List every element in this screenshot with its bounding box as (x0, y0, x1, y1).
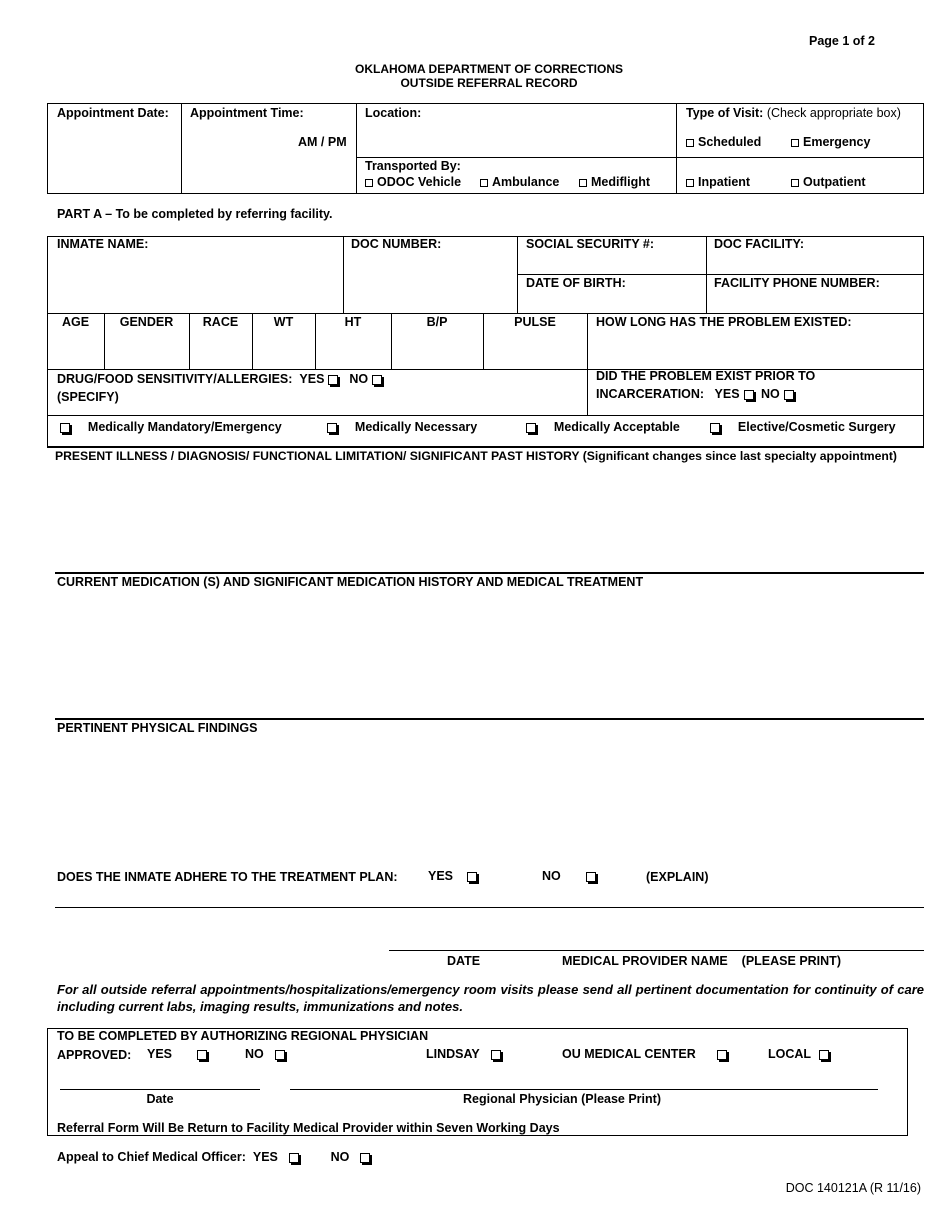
ou-medical-center-option[interactable]: OU MEDICAL CENTER (562, 1047, 731, 1061)
approved-yes-option[interactable]: YES (147, 1047, 211, 1061)
prior-incarceration-row (596, 387, 798, 401)
ambulance-option[interactable]: Ambulance (480, 175, 559, 189)
appointment-date-label: Appointment Date: (57, 106, 169, 120)
prior-no-label: NO (761, 387, 780, 401)
transported-by-label: Transported By: (365, 159, 461, 173)
gender-label: GENDER (119, 315, 174, 329)
allergies-no-checkbox[interactable] (372, 375, 382, 385)
regional-title: TO BE COMPLETED BY AUTHORIZING REGIONAL PHYSICIAN (57, 1029, 429, 1043)
regional-physician-box (47, 1028, 908, 1136)
checkbox-icon[interactable] (480, 179, 488, 187)
allergies-no-label: NO (349, 372, 369, 386)
prior-incarceration-label: INCARCERATION: (596, 387, 705, 401)
am-pm-label: AM / PM (298, 135, 347, 149)
title-line-2: OUTSIDE REFERRAL RECORD (400, 76, 578, 90)
ssn-label: SOCIAL SECURITY #: (526, 237, 655, 251)
checkbox-icon[interactable] (526, 423, 536, 433)
checkbox-icon[interactable] (717, 1050, 727, 1060)
dob-label: DATE OF BIRTH: (526, 276, 626, 290)
title-line-1: OKLAHOMA DEPARTMENT OF CORRECTIONS (355, 62, 623, 76)
how-long-label: HOW LONG HAS THE PROBLEM EXISTED: (596, 315, 852, 329)
medically-necessary-option[interactable]: Medically Necessary (323, 420, 477, 434)
checkbox-icon[interactable] (275, 1050, 285, 1060)
race-label: RACE (202, 315, 239, 329)
appeal-yes-checkbox[interactable] (289, 1153, 299, 1163)
checkbox-icon[interactable] (327, 423, 337, 433)
bp-label: B/P (426, 315, 448, 329)
type-of-visit (686, 106, 901, 120)
explain-label: (EXPLAIN) (646, 870, 709, 884)
location-label: Location: (365, 106, 422, 120)
physical-findings-heading: PERTINENT PHYSICAL FINDINGS (57, 721, 258, 735)
approved-label: APPROVED: (57, 1048, 132, 1062)
checkbox-icon[interactable] (686, 139, 694, 147)
prior-no-checkbox[interactable] (784, 390, 794, 400)
lindsay-option[interactable]: LINDSAY (426, 1047, 505, 1061)
medically-acceptable-option[interactable]: Medically Acceptable (522, 420, 680, 434)
checkbox-icon[interactable] (197, 1050, 207, 1060)
checkbox-icon[interactable] (467, 872, 477, 882)
regional-date-label: Date (146, 1092, 174, 1106)
allergies-yes-label: YES (299, 372, 325, 386)
adherence-no-option[interactable]: NO (542, 869, 600, 883)
approved-no-option[interactable]: NO (245, 1047, 289, 1061)
provider-print-text: (PLEASE PRINT) (741, 954, 841, 968)
mediflight-option[interactable]: Mediflight (579, 175, 650, 189)
checkbox-icon[interactable] (791, 179, 799, 187)
signature-date-label: DATE (447, 954, 481, 968)
provider-name-label (562, 954, 841, 968)
appointment-time-label: Appointment Time: (190, 106, 304, 120)
allergies-yes-checkbox[interactable] (328, 375, 338, 385)
appeal-yes-label: YES (252, 1150, 278, 1164)
age-label: AGE (61, 315, 90, 329)
ht-label: HT (344, 315, 362, 329)
wt-label: WT (273, 315, 294, 329)
checkbox-icon[interactable] (791, 139, 799, 147)
appeal-row (57, 1150, 374, 1164)
adherence-question: DOES THE INMATE ADHERE TO THE TREATMENT PLAN: (57, 870, 398, 884)
documentation-notice: For all outside referral appointments/hospitalizations/emergency room visits please send all pertinent documentation for continuity of care including current labs, imaging results, immunizations and notes. (57, 982, 924, 1014)
doc-facility-label: DOC FACILITY: (714, 237, 805, 251)
page-title (0, 62, 950, 90)
return-note: Referral Form Will Be Return to Facility Medical Provider within Seven Working Days (57, 1121, 560, 1135)
type-of-visit-label: Type of Visit: (686, 106, 764, 120)
allergies-row (57, 372, 386, 386)
checkbox-icon[interactable] (365, 179, 373, 187)
checkbox-icon[interactable] (60, 423, 70, 433)
appeal-label: Appeal to Chief Medical Officer: (57, 1150, 246, 1164)
doc-number-label: DOC NUMBER: (351, 237, 442, 251)
inmate-name-label: INMATE NAME: (57, 237, 149, 251)
form-number: DOC 140121A (R 11/16) (785, 1181, 921, 1195)
appeal-no-checkbox[interactable] (360, 1153, 370, 1163)
prior-incarceration-line1: DID THE PROBLEM EXIST PRIOR TO (596, 369, 816, 383)
adherence-yes-option[interactable]: YES (428, 869, 481, 883)
page-number: Page 1 of 2 (809, 34, 875, 48)
emergency-option[interactable]: Emergency (791, 135, 870, 149)
inpatient-option[interactable]: Inpatient (686, 175, 750, 189)
pulse-label: PULSE (514, 315, 556, 329)
specify-label: (SPECIFY) (57, 390, 119, 404)
prior-yes-checkbox[interactable] (744, 390, 754, 400)
current-medication-heading: CURRENT MEDICATION (S) AND SIGNIFICANT MEDICATION HISTORY AND MEDICAL TREATMENT (57, 575, 644, 589)
checkbox-icon[interactable] (686, 179, 694, 187)
checkbox-icon[interactable] (491, 1050, 501, 1060)
allergies-label: DRUG/FOOD SENSITIVITY/ALLERGIES: (57, 372, 293, 386)
checkbox-icon[interactable] (710, 423, 720, 433)
outpatient-option[interactable]: Outpatient (791, 175, 866, 189)
checkbox-icon[interactable] (586, 872, 596, 882)
local-option[interactable]: LOCAL (768, 1047, 833, 1061)
scheduled-option[interactable]: Scheduled (686, 135, 761, 149)
facility-phone-label: FACILITY PHONE NUMBER: (714, 276, 880, 290)
part-a-heading: PART A – To be completed by referring facility. (57, 207, 333, 221)
regional-physician-label: Regional Physician (Please Print) (463, 1092, 661, 1106)
elective-surgery-option[interactable]: Elective/Cosmetic Surgery (706, 420, 896, 434)
provider-name-text: MEDICAL PROVIDER NAME (562, 954, 728, 968)
present-illness-heading: PRESENT ILLNESS / DIAGNOSIS/ FUNCTIONAL LIMITATION/ SIGNIFICANT PAST HISTORY (Significant changes since last specialty appointment) (55, 449, 897, 463)
medically-mandatory-option[interactable]: Medically Mandatory/Emergency (56, 420, 282, 434)
appeal-no-label: NO (330, 1150, 350, 1164)
checkbox-icon[interactable] (819, 1050, 829, 1060)
odoc-vehicle-option[interactable]: ODOC Vehicle (365, 175, 461, 189)
checkbox-icon[interactable] (579, 179, 587, 187)
type-of-visit-hint: (Check appropriate box) (766, 106, 901, 120)
prior-yes-label: YES (714, 387, 740, 401)
